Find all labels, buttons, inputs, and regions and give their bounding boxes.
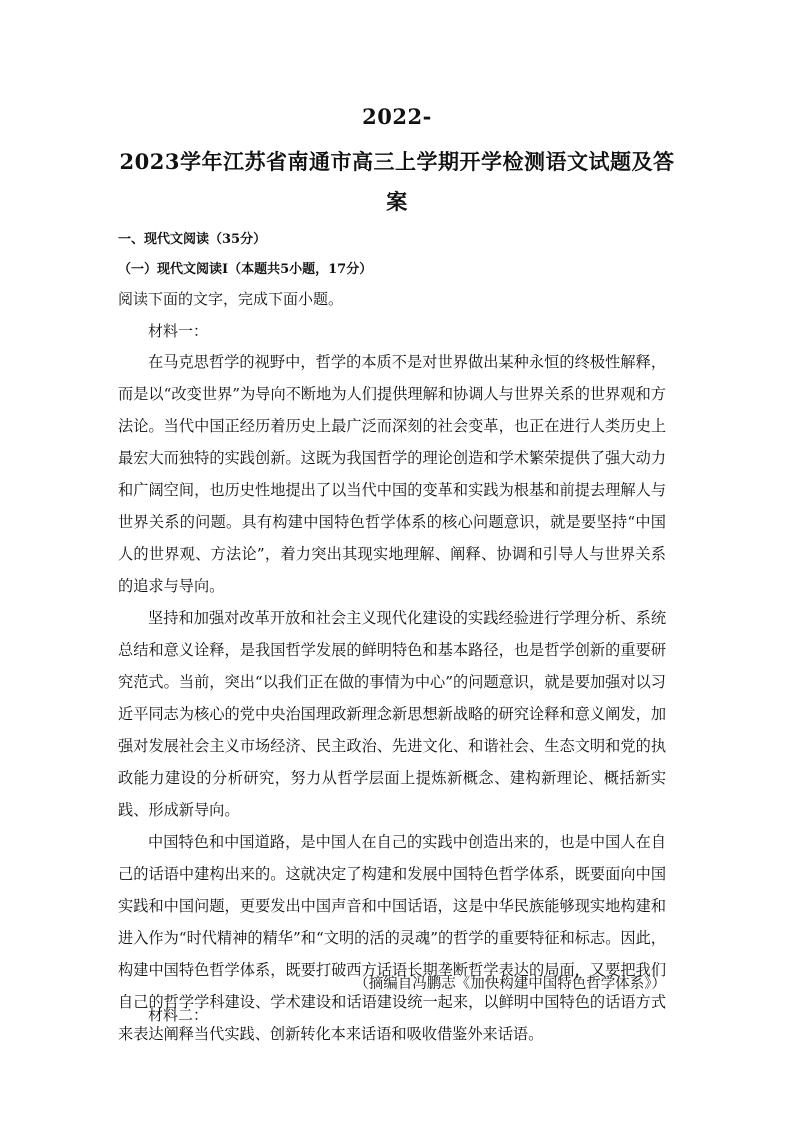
paragraph-3: 中国特色和中国道路，是中国人在自己的实践中创造出来的，也是中国人在自己的话语中建构出来的。这就决定了构建和发展中国特色哲学体系，既要面向中国实践和中国问题，更要发出中国声音和中国话语，这是中华民族能够现实地构建和进入作为“时代精神的精华”和“文明的活的灵魂”的哲学的重要特征和标志。因此，构建中国特色哲学体系，既要打破西方话语长期垄断哲学表达的局面，又要把我们自己的哲学学科建设、学术建设和话语建设统一起来，以鲜明中国特色的话语方式来表达阐释当代实践、创新转化本来话语和吸收借鉴外来话语。	[118, 833, 666, 1043]
material-one-label: 材料一：	[148, 322, 209, 340]
material-two-label: 材料二：	[148, 1006, 209, 1024]
paragraph-1: 在马克思哲学的视野中，哲学的本质不是对世界做出某种永恒的终极性解释，而是以“改变世界”为导向不断地为人们提供理解和协调人与世界关系的世界观和方法论。当代中国正经历着历史上最广泛而深刻的社会变革，也正在进行人类历史上最宏大而独特的实践创新。这既为我国哲学的理论创造和学术繁荣提供了强大动力和广阔空间，也历史性地提出了以当代中国的变革和实践为根基和前提去理解人与世界关系的问题。具有构建中国特色哲学体系的核心问题意识，就是要坚持“中国人的世界观、方法论”，着力突出其现实地理解、阐释、协调和引导人与世界关系的追求与导向。	[118, 353, 666, 595]
title-line-3: 案	[386, 189, 408, 214]
instruction-text: 阅读下面的文字，完成下面小题。	[118, 290, 344, 308]
title-line-1: 2022-	[362, 104, 432, 129]
material-one-body	[118, 346, 666, 1050]
title-line-2: 2023学年江苏省南通市高三上学期开学检测语文试题及答	[119, 149, 675, 174]
section-heading-2: （一）现代文阅读I（本题共5小题，17分）	[118, 262, 373, 277]
section-heading-1: 一、现代文阅读（35分）	[118, 232, 267, 247]
paragraph-2: 坚持和加强对改革开放和社会主义现代化建设的实践经验进行学理分析、系统总结和意义诠释，是我国哲学发展的鲜明特色和基本路径，也是哲学创新的重要研究范式。当前，突出“以我们正在做的事情为中心”的问题意识，就是要加强对以习近平同志为核心的党中央治国理政新理念新思想新战略的研究诠释和意义阐发，加强对发展社会主义市场经济、民主政治、先进文化、和谐社会、生态文明和党的执政能力建设的分析研究，努力从哲学层面上提炼新概念、建构新理论、概括新实践、形成新导向。	[118, 609, 666, 819]
source-citation: （摘编自冯鹏志《加快构建中国特色哲学体系》）	[354, 976, 666, 992]
